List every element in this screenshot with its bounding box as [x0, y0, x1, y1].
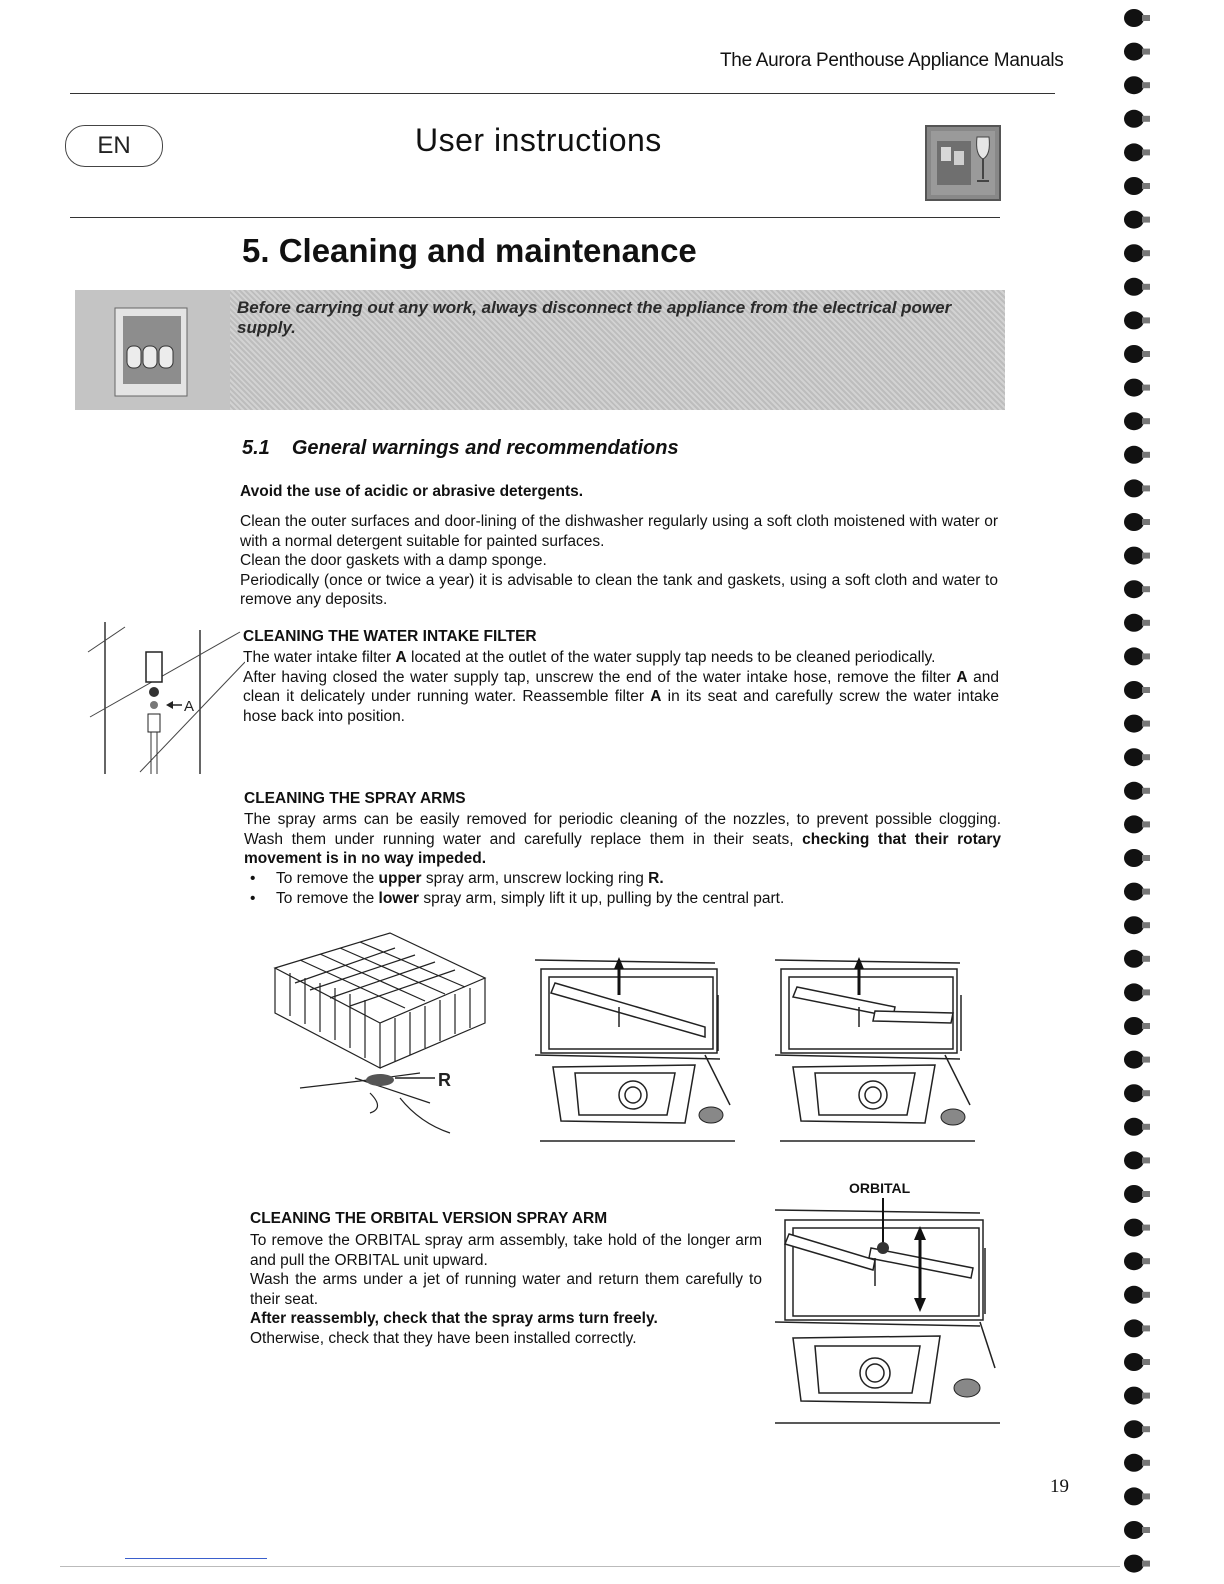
general-paragraph	[240, 512, 998, 610]
filter-ref: A	[650, 688, 662, 705]
binding-hole-shadow	[1142, 519, 1150, 525]
binding-holes	[1118, 0, 1168, 1584]
binding-hole	[1124, 379, 1144, 397]
list-item	[244, 889, 1001, 909]
spray-paragraph	[244, 810, 1001, 869]
binding-hole	[1124, 1185, 1144, 1203]
bullet-text: To remove the	[276, 889, 379, 907]
filter-heading: CLEANING THE WATER INTAKE FILTER	[243, 628, 537, 645]
basket-locking-ring-diagram	[270, 928, 490, 1138]
binding-hole	[1124, 1219, 1144, 1237]
binding-hole-shadow	[1142, 1393, 1150, 1399]
binding-hole-shadow	[1142, 116, 1150, 122]
binding-hole	[1124, 614, 1144, 632]
header-divider	[70, 93, 1055, 94]
footer-divider	[60, 1566, 1120, 1567]
bullet-emphasis: R.	[648, 870, 664, 887]
spray-heading: CLEANING THE SPRAY ARMS	[244, 790, 466, 807]
orbital-text: Otherwise, check that they have been installed correctly.	[250, 1329, 637, 1347]
binding-hole-shadow	[1142, 485, 1150, 491]
orbital-spray-arm-diagram	[775, 1198, 1000, 1428]
detergent-warning: Avoid the use of acidic or abrasive detergents.	[240, 483, 584, 500]
binding-hole-shadow	[1142, 284, 1150, 290]
warning-text: Before carrying out any work, always disconnect the appliance from the electrical power supply.	[237, 298, 952, 337]
page-number: 19	[1050, 1476, 1069, 1497]
filter-ref: A	[395, 649, 407, 666]
binding-hole	[1124, 1151, 1144, 1169]
bullet-text: To remove the	[276, 870, 379, 887]
binding-hole-shadow	[1142, 889, 1150, 895]
binding-hole-shadow	[1142, 788, 1150, 794]
binding-hole	[1124, 681, 1144, 699]
binding-hole	[1124, 412, 1144, 430]
binding-hole-shadow	[1142, 956, 1150, 962]
binding-hole	[1124, 580, 1144, 598]
binding-hole-shadow	[1142, 1292, 1150, 1298]
binding-hole-shadow	[1142, 1090, 1150, 1096]
filter-text: The water intake filter	[243, 649, 396, 666]
binding-hole	[1124, 547, 1144, 565]
spray-text: The spray arms can be easily removed for periodic cleaning of the nozzles, to prevent possible clogging. Wash them under running water and carefully replace them in their seats,	[244, 811, 1001, 848]
orbital-text: Wash the arms under a jet of running water and return them carefully to their seat.	[250, 1271, 762, 1308]
binding-hole-shadow	[1142, 49, 1150, 55]
water-filter-diagram	[80, 622, 245, 777]
binding-hole-shadow	[1142, 250, 1150, 256]
binding-hole	[1124, 849, 1144, 867]
binding-hole-shadow	[1142, 385, 1150, 391]
binding-hole-shadow	[1142, 1258, 1150, 1264]
binding-hole-shadow	[1142, 821, 1150, 827]
binding-hole-shadow	[1142, 317, 1150, 323]
binding-hole	[1124, 1319, 1144, 1337]
binding-hole	[1124, 1118, 1144, 1136]
power-plug-icon	[75, 290, 230, 410]
filter-text: After having closed the water supply tap, unscrew the end of the water intake hose, remove the filter	[243, 668, 957, 686]
binding-hole-shadow	[1142, 183, 1150, 189]
chapter-title: 5. Cleaning and maintenance	[242, 232, 697, 269]
general-line: Clean the outer surfaces and door-lining of the dishwasher regularly using a soft cloth moistened with water or with a normal detergent suitable for painted surfaces.	[240, 513, 998, 550]
section-title: User instructions	[415, 122, 662, 158]
binding-hole	[1124, 110, 1144, 128]
binding-hole-shadow	[1142, 1493, 1150, 1499]
binding-hole	[1124, 1286, 1144, 1304]
binding-hole-shadow	[1142, 687, 1150, 693]
bullet-text: spray arm, unscrew locking ring	[421, 870, 649, 887]
bullet-text: spray arm, simply lift it up, pulling by the central part.	[419, 889, 785, 907]
binding-hole-shadow	[1142, 351, 1150, 357]
binding-hole-shadow	[1142, 1527, 1150, 1533]
binding-hole	[1124, 244, 1144, 262]
orbital-paragraph	[250, 1231, 762, 1348]
binding-hole	[1124, 1487, 1144, 1505]
binding-hole	[1124, 815, 1144, 833]
binding-hole	[1124, 1084, 1144, 1102]
filter-text: located at the outlet of the water supply tap needs to be cleaned periodically.	[406, 649, 936, 666]
binding-hole	[1124, 883, 1144, 901]
spray-bullet-list	[244, 869, 1001, 908]
binding-hole	[1124, 177, 1144, 195]
binding-hole-shadow	[1142, 1191, 1150, 1197]
section-divider	[70, 217, 1000, 218]
subsection-number: 5.1	[242, 437, 270, 459]
binding-hole-shadow	[1142, 418, 1150, 424]
binding-hole-shadow	[1142, 1359, 1150, 1365]
manual-header-title: The Aurora Penthouse Appliance Manuals	[720, 50, 1064, 71]
binding-hole-shadow	[1142, 855, 1150, 861]
binding-hole-shadow	[1142, 989, 1150, 995]
orbital-diagram-label: ORBITAL	[849, 1180, 911, 1196]
binding-hole	[1124, 1252, 1144, 1270]
locking-ring-r-label: R	[438, 1070, 451, 1090]
subsection-heading	[242, 437, 679, 460]
binding-hole	[1124, 513, 1144, 531]
binding-hole-shadow	[1142, 1561, 1150, 1567]
binding-hole-shadow	[1142, 922, 1150, 928]
binding-hole	[1124, 1387, 1144, 1405]
subsection-title: General warnings and recommendations	[291, 437, 679, 459]
list-item	[244, 869, 1001, 889]
binding-hole	[1124, 43, 1144, 61]
binding-hole	[1124, 9, 1144, 27]
general-line: Periodically (once or twice a year) it is advisable to clean the tank and gaskets, using a soft cloth and water to remove any deposits.	[240, 571, 998, 608]
binding-hole	[1124, 1353, 1144, 1371]
binding-hole-shadow	[1142, 452, 1150, 458]
binding-hole	[1124, 950, 1144, 968]
filter-text: and clean it delicately under running water. Reassemble filter	[243, 668, 999, 705]
filter-text: in its seat and carefully screw the water intake hose back into position.	[243, 688, 1000, 725]
binding-hole-shadow	[1142, 1124, 1150, 1130]
binding-hole	[1124, 1420, 1144, 1438]
binding-hole-shadow	[1142, 1460, 1150, 1466]
orbital-heading: CLEANING THE ORBITAL VERSION SPRAY ARM	[250, 1210, 608, 1227]
orbital-text: To remove the ORBITAL spray arm assembly, take hold of the longer arm and pull the ORBITAL unit upward.	[250, 1232, 762, 1269]
binding-hole	[1124, 76, 1144, 94]
binding-hole-shadow	[1142, 1157, 1150, 1163]
general-line: Clean the door gaskets with a damp sponge.	[240, 552, 547, 569]
orbital-emphasis: After reassembly, check that the spray arms turn freely.	[250, 1310, 658, 1327]
binding-hole	[1124, 1454, 1144, 1472]
binding-hole	[1124, 1017, 1144, 1035]
footer-link-line	[125, 1558, 267, 1559]
binding-hole	[1124, 479, 1144, 497]
binding-hole-shadow	[1142, 15, 1150, 21]
dishwasher-glasses-icon	[925, 125, 1001, 201]
upper-spray-arm-diagram	[535, 955, 740, 1145]
binding-hole-shadow	[1142, 82, 1150, 88]
binding-hole	[1124, 782, 1144, 800]
lower-spray-arm-diagram	[775, 955, 980, 1145]
binding-hole-shadow	[1142, 217, 1150, 223]
binding-hole	[1124, 748, 1144, 766]
binding-hole	[1124, 983, 1144, 1001]
binding-hole	[1124, 278, 1144, 296]
binding-hole-shadow	[1142, 149, 1150, 155]
spray-emphasis: checking that their rotary movement is in no way impeded.	[244, 830, 1001, 867]
binding-hole-shadow	[1142, 653, 1150, 659]
binding-hole	[1124, 1555, 1144, 1573]
binding-hole	[1124, 446, 1144, 464]
binding-hole-shadow	[1142, 553, 1150, 559]
filter-paragraph	[243, 648, 999, 726]
binding-hole	[1124, 916, 1144, 934]
binding-hole-shadow	[1142, 754, 1150, 760]
binding-hole	[1124, 715, 1144, 733]
bullet-emphasis: lower	[378, 889, 420, 907]
filter-ref: A	[956, 668, 968, 686]
binding-hole-shadow	[1142, 721, 1150, 727]
binding-hole-shadow	[1142, 586, 1150, 592]
binding-hole-shadow	[1142, 1426, 1150, 1432]
binding-hole	[1124, 311, 1144, 329]
bullet-emphasis: upper	[378, 870, 422, 887]
binding-hole	[1124, 143, 1144, 161]
binding-hole	[1124, 211, 1144, 229]
binding-hole-shadow	[1142, 1325, 1150, 1331]
binding-hole-shadow	[1142, 1023, 1150, 1029]
binding-hole-shadow	[1142, 1225, 1150, 1231]
filter-a-label: A	[184, 698, 195, 715]
binding-hole	[1124, 1051, 1144, 1069]
binding-hole-shadow	[1142, 1057, 1150, 1063]
binding-hole-shadow	[1142, 620, 1150, 626]
binding-hole	[1124, 1521, 1144, 1539]
binding-hole	[1124, 647, 1144, 665]
binding-hole	[1124, 345, 1144, 363]
language-badge: EN	[65, 125, 163, 167]
